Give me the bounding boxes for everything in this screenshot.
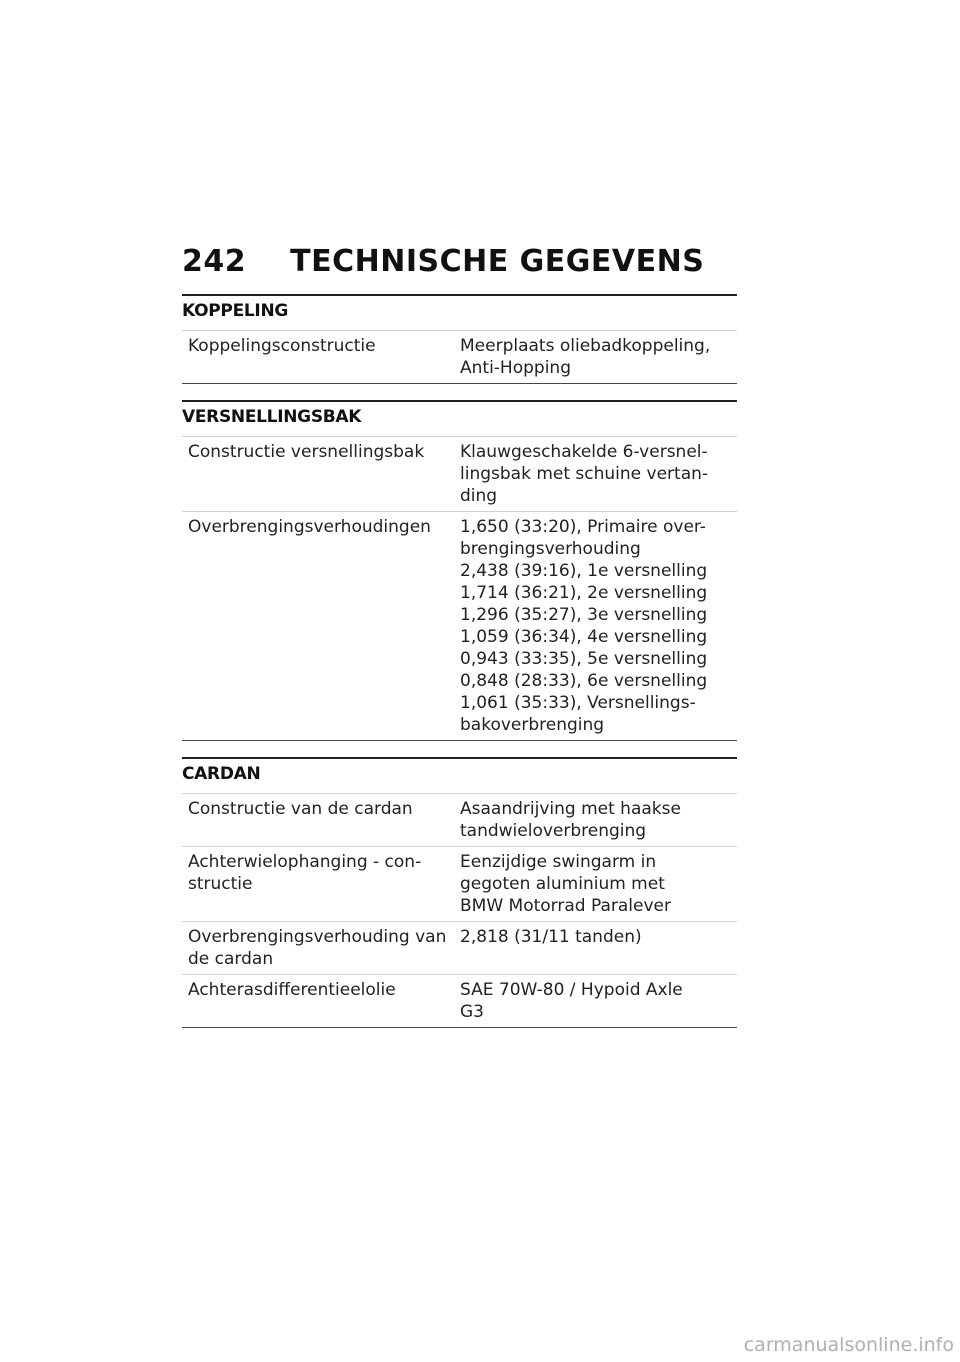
spec-value-line: ding — [460, 486, 498, 506]
spec-label-line: structie — [188, 874, 253, 894]
spec-label — [182, 335, 460, 379]
spec-value — [460, 335, 737, 379]
spec-row — [182, 511, 737, 741]
spec-row — [182, 793, 737, 846]
spec-value-line: SAE 70W-80 / Hypoid Axle — [460, 980, 683, 1000]
spec-label-line: Achterwielophanging - con- — [188, 852, 422, 872]
spec-label — [182, 798, 460, 842]
spec-value-line: BMW Motorrad Paralever — [460, 896, 671, 916]
page-number: 242 — [182, 244, 247, 279]
spec-value-line: 1,061 (35:33), Versnellings- — [460, 693, 696, 713]
spec-label — [182, 851, 460, 917]
spec-label-line: de cardan — [188, 949, 274, 969]
watermark: carmanualsonline.info — [743, 1334, 954, 1356]
spec-value-line: brengingsverhouding — [460, 539, 641, 559]
spec-value-line: 0,943 (33:35), 5e versnelling — [460, 649, 708, 669]
spec-value — [460, 979, 737, 1023]
spec-value — [460, 798, 737, 842]
spec-value-line: 1,059 (36:34), 4e versnelling — [460, 627, 708, 647]
spec-value-line: 2,818 (31/11 tanden) — [460, 927, 642, 947]
spec-row — [182, 436, 737, 511]
spec-label — [182, 441, 460, 507]
spec-value-line: 1,650 (33:20), Primaire over- — [460, 517, 706, 537]
spec-label-line: Koppelingsconstructie — [188, 336, 376, 356]
section-versnellingsbak — [182, 400, 737, 741]
spec-value-line: gegoten aluminium met — [460, 874, 665, 894]
section-title: CARDAN — [182, 764, 261, 784]
spec-value — [460, 441, 737, 507]
spec-value-line: tandwieloverbrenging — [460, 821, 647, 841]
spec-label-line: Constructie versnellingsbak — [188, 442, 425, 462]
spec-label-line: Constructie van de cardan — [188, 799, 413, 819]
spec-value-line: lingsbak met schuine vertan- — [460, 464, 709, 484]
spec-value-line: Eenzijdige swingarm in — [460, 852, 657, 872]
spec-label-line: Overbrengingsverhouding van — [188, 927, 447, 947]
section-title: KOPPELING — [182, 301, 289, 321]
section-cardan — [182, 757, 737, 1028]
section-koppeling — [182, 294, 737, 384]
spec-value-line: G3 — [460, 1002, 484, 1022]
spec-value-line: Klauwgeschakelde 6-versnel- — [460, 442, 708, 462]
spec-value-line: Anti-Hopping — [460, 358, 571, 378]
spec-row — [182, 846, 737, 921]
spec-label — [182, 979, 460, 1023]
spec-label-line: Achterasdifferentieelolie — [188, 980, 396, 1000]
spec-value-line: 1,714 (36:21), 2e versnelling — [460, 583, 708, 603]
spec-value — [460, 851, 737, 917]
spec-value-line: 1,296 (35:27), 3e versnelling — [460, 605, 708, 625]
spec-value-line: bakoverbrenging — [460, 715, 605, 735]
spec-value — [460, 516, 737, 736]
spec-label — [182, 516, 460, 736]
spec-value-line: Asaandrijving met haakse — [460, 799, 681, 819]
spec-label — [182, 926, 460, 970]
page-title: TECHNISCHE GEGEVENS — [290, 244, 705, 279]
spec-label-line: Overbrengingsverhoudingen — [188, 517, 431, 537]
spec-value-line: 0,848 (28:33), 6e versnelling — [460, 671, 708, 691]
section-title: VERSNELLINGSBAK — [182, 407, 362, 427]
spec-value — [460, 926, 737, 970]
spec-value-line: Meerplaats oliebadkoppeling, — [460, 336, 711, 356]
spec-value-line: 2,438 (39:16), 1e versnelling — [460, 561, 708, 581]
spec-row — [182, 974, 737, 1028]
spec-content — [182, 294, 737, 1044]
page-header — [182, 244, 704, 279]
spec-row — [182, 330, 737, 384]
spec-row — [182, 921, 737, 974]
